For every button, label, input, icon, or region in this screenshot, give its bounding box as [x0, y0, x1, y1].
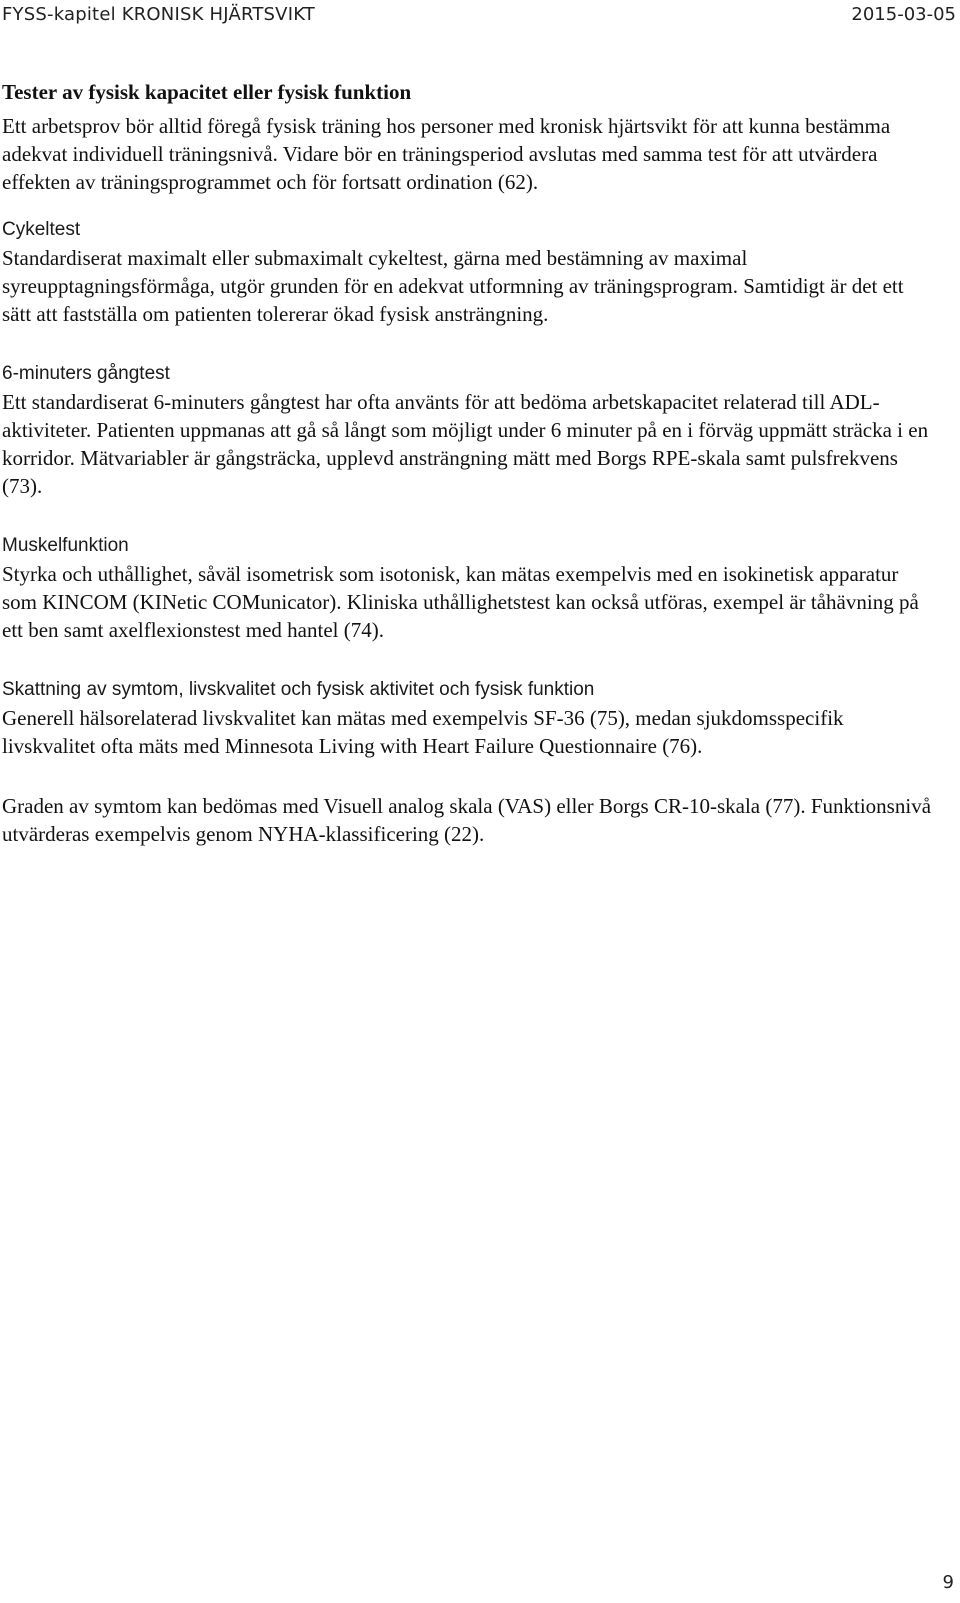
page-header: [0, 4, 960, 34]
subsection-body: Ett standardiserat 6-minuters gångtest har ofta använts för att bedöma arbetskapacitet relaterad till ADL-aktiviteter. Patienten uppmanas att gå så långt som möjligt under 6 minuter på en i förväg uppmätt sträcka i en korridor. Mätvariabler är gångsträcka, upplevd ansträngning mätt med Borgs RPE-skala samt pulsfrekvens (73).: [2, 390, 929, 498]
section-heading: Tester av fysisk kapacitet eller fysisk funktion: [2, 80, 412, 104]
document-date: 2015-03-05: [851, 4, 956, 25]
intro-paragraph: Ett arbetsprov bör alltid föregå fysisk träning hos personer med kronisk hjärtsvikt för att kunna bestämma adekvat individuell träningsnivå. Vidare bör en träningsperiod avslutas med samma test för att utvärdera effekten av träningsprogrammet och för fortsatt ordination (62).: [2, 114, 891, 194]
section-skattning: [2, 676, 937, 760]
subsection-title: Skattning av symtom, livskvalitet och fysisk aktivitet och fysisk funktion: [2, 679, 595, 700]
subsection-body: Styrka och uthållighet, såväl isometrisk som isotonisk, kan mätas exempelvis med en isokinetisk apparatur som KINCOM (KINetic COMunicator). Kliniska uthållighetstest kan också utföras, exempel är tåhävning på ett ben samt axelflexionstest med hantel (74).: [2, 562, 919, 642]
subsection-title: 6-minuters gångtest: [2, 363, 170, 384]
section-muskelfunktion: [2, 532, 937, 644]
page-number: 9: [942, 1572, 954, 1593]
subsection-body: Generell hälsorelaterad livskvalitet kan mätas med exempelvis SF-36 (75), medan sjukdomsspecifik livskvalitet ofta mäts med Minnesota Living with Heart Failure Questionnaire (76).: [2, 706, 844, 758]
subsection-title: Muskelfunktion: [2, 535, 129, 556]
document-title: FYSS-kapitel KRONISK HJÄRTSVIKT: [2, 4, 315, 25]
subsection-body: Standardiserat maximalt eller submaximalt cykeltest, gärna med bestämning av maximal syreupptagningsförmåga, utgör grunden för en adekvat utformning av träningsprogram. Samtidigt är det ett sätt att fastställa om patienten tolererar ökad fysisk ansträngning.: [2, 246, 904, 326]
subsection-title: Cykeltest: [2, 219, 81, 240]
section-cykeltest: [2, 216, 937, 328]
closing-paragraph: Graden av symtom kan bedömas med Visuell analog skala (VAS) eller Borgs CR-10-skala (77). Funktionsnivå utvärderas exempelvis genom NYHA-klassificering (22).: [2, 794, 932, 846]
document-body: [2, 78, 937, 880]
section-gangtest: [2, 360, 937, 500]
